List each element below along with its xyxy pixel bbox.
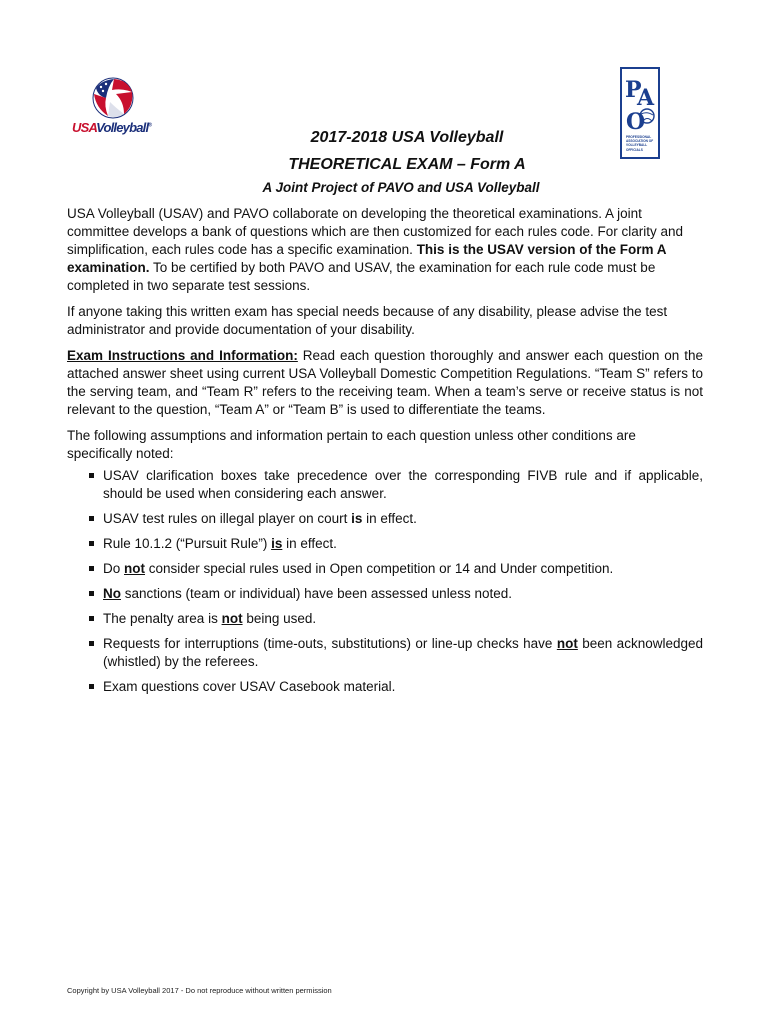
usa-volleyball-wordmark: USAVolleyball®: [72, 120, 152, 135]
intro-bold-text: This is the USAV version of the Form A examination.: [67, 242, 666, 275]
list-item: The penalty area is not being used.: [89, 610, 703, 628]
bullet-icon: [89, 641, 94, 646]
instructions-text: Read each question thoroughly and answer each question on the attached answer sheet using current USA Volleyball Domestic Competition Regulations. “Team S” refers to the serving team, and “Team R” refers to the receiving team. When a team’s serve or receive status is not relevant to the question, “Team A” or “Team B” is used to differentiate the teams.: [67, 348, 703, 417]
assumptions-lead: The following assumptions and information pertain to each question unless other conditions are specifically noted:: [67, 428, 636, 461]
exam-title-line2: THEORETICAL EXAM – Form A: [288, 156, 526, 173]
bullet-icon: [89, 473, 94, 478]
bullet-icon: [89, 516, 94, 521]
assumptions-list: [67, 467, 703, 696]
intro-tail-text: To be certified by both PAVO and USAV, the examination for each rule code must be completed in two separate test sessions.: [67, 260, 656, 293]
list-item: Exam questions cover USAV Casebook material.: [89, 678, 703, 696]
list-item: Rule 10.1.2 (“Pursuit Rule”) is in effect.: [89, 535, 703, 553]
bullet-icon: [89, 566, 94, 571]
svg-text:P: P: [625, 77, 642, 103]
list-item: Requests for interruptions (time-outs, substitutions) or line-up checks have not been acknowledged (whistled) by the referees.: [89, 635, 703, 671]
document-body: [67, 205, 703, 703]
bullet-icon: [89, 616, 94, 621]
svg-text:O: O: [626, 109, 646, 133]
instructions-paragraph: [67, 347, 703, 419]
pavo-tagline: PROFESSIONAL ASSOCIATION OF VOLLEYBALL OFFICIALS: [626, 135, 654, 152]
instructions-heading: Exam Instructions and Information:: [67, 348, 298, 363]
bullet-icon: [89, 684, 94, 689]
list-item: No sanctions (team or individual) have been assessed unless noted.: [89, 585, 703, 603]
intro-text: USA Volleyball (USAV) and PAVO collaborate on developing the theoretical examinations. A joint committee develops a bank of questions which are then customized for each rules code. For clarity and simplification, each rules code has a specific examination.: [67, 206, 684, 257]
bullet-icon: [89, 541, 94, 546]
list-item: Do not consider special rules used in Open competition or 14 and Under competition.: [89, 560, 703, 578]
list-item: USAV test rules on illegal player on court is in effect.: [89, 510, 703, 528]
svg-text:A: A: [637, 85, 655, 111]
bullet-icon: [89, 591, 94, 596]
volleyball-icon: [88, 76, 138, 120]
intro-paragraph: [67, 205, 703, 295]
exam-title-line1: 2017-2018 USA Volleyball: [310, 129, 504, 146]
disability-paragraph: If anyone taking this written exam has special needs because of any disability, please advise the test administrator and provide documentation of your disability.: [67, 304, 668, 337]
list-item: USAV clarification boxes take precedence over the corresponding FIVB rule and if applicable, should be used when considering each answer.: [89, 467, 703, 503]
pavo-emblem-icon: [622, 71, 658, 133]
copyright-footer: Copyright by USA Volleyball 2017 - Do not reproduce without written permission: [67, 986, 332, 995]
exam-subtitle: A Joint Project of PAVO and USA Volleyball: [262, 180, 540, 195]
